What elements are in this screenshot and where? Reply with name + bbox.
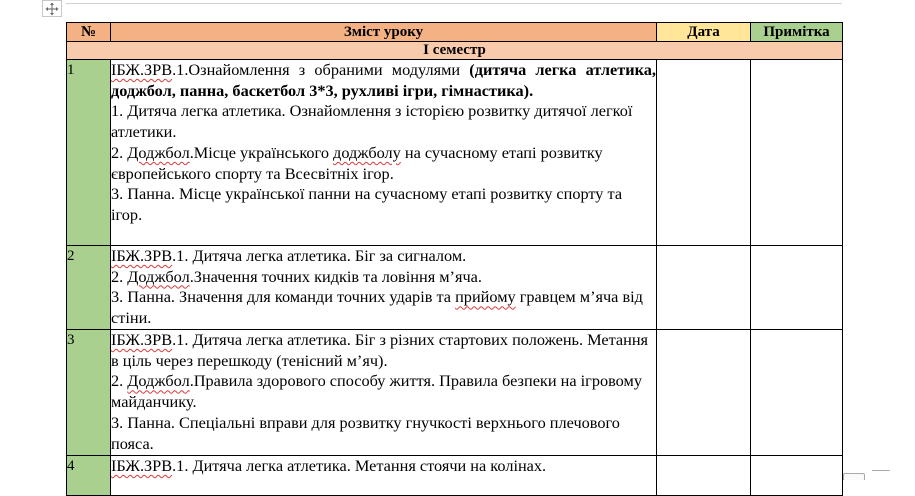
header-note: Примітка (751, 23, 843, 42)
note-cell[interactable] (751, 456, 843, 496)
spelling-flagged-word: ІБЖ.ЗРВ (111, 456, 173, 475)
lesson-item-3: 3. Панна. Місце української панни на сучасному етапі розвитку спорту та ігор. (111, 184, 623, 224)
note-cell[interactable] (751, 330, 843, 456)
item-text: .Місце українського (189, 142, 334, 162)
table-resize-handle-icon[interactable] (843, 473, 865, 480)
lesson-item-1: 1. Дитяча легка атлетика. Ознайомлення з історією розвитку дитячої легкої атлетики. (111, 101, 633, 142)
item-text: 3. Панна. Значення для команди точних ударів та (111, 287, 456, 307)
header-date: Дата (657, 23, 751, 42)
spelling-flagged-word: прийому (455, 287, 516, 307)
date-cell[interactable] (657, 330, 751, 456)
table-header-row (67, 23, 843, 42)
spelling-flagged-word: ІБЖ.ЗРВ (111, 246, 173, 265)
lesson-content-cell[interactable] (111, 330, 657, 456)
lesson-item-2 (111, 143, 656, 184)
lesson-content-cell[interactable] (111, 60, 657, 246)
semester-label: І семестр (67, 42, 843, 60)
item-prefix: 2. (111, 266, 128, 286)
lesson-plan-table (66, 22, 843, 496)
lesson-intro-text: .1. Дитяча легка атлетика. Біг з різних стартових положень. Метання в ціль через перешкоду (тенісний м’яч). (111, 330, 649, 370)
date-cell[interactable] (657, 246, 751, 330)
date-cell[interactable] (657, 456, 751, 496)
lesson-item-2 (111, 267, 656, 288)
item-text: на сучасному етапі розвитку європейського спорту та Всесвітніх ігор. (111, 142, 603, 183)
table-row (67, 246, 843, 330)
table-row (67, 60, 843, 246)
lesson-content-cell[interactable] (111, 246, 657, 330)
table-move-handle-icon[interactable] (42, 0, 62, 17)
spelling-flagged-word: Доджбол (127, 142, 190, 162)
semester-row (67, 42, 843, 60)
spelling-flagged-word: доджболу (333, 142, 401, 162)
item-text: гравцем м’яча від стіни. (111, 287, 643, 328)
spelling-flagged-word: Доджбол (127, 266, 190, 286)
lesson-intro-text: .1. Дитяча легка атлетика. Метання стоячи на колінах. (172, 456, 547, 475)
date-cell[interactable] (657, 60, 751, 246)
lesson-intro (111, 246, 656, 267)
spelling-flagged-word: ІБЖ.ЗРВ (111, 330, 173, 349)
margin-mark (872, 470, 890, 471)
previous-content-rule (66, 3, 842, 4)
lesson-item-3: 3. Панна. Спеціальні вправи для розвитку гнучкості верхнього плечового пояса. (111, 412, 620, 453)
lesson-content-cell[interactable] (111, 456, 657, 496)
lesson-intro (111, 60, 656, 101)
lesson-number: 3 (67, 330, 111, 456)
lesson-number: 4 (67, 456, 111, 496)
lesson-intro (111, 330, 656, 371)
table-row (67, 456, 843, 496)
header-lesson-content: Зміст уроку (111, 23, 657, 42)
lesson-number: 2 (67, 246, 111, 330)
lesson-intro-text: .1.Ознайомлення з обраними модулями (172, 60, 470, 79)
item-prefix: 2. (111, 371, 128, 391)
lesson-item-2 (111, 371, 656, 412)
item-text: .Правила здорового способу життя. Правила безпеки на ігровому майданчику. (111, 371, 642, 412)
spelling-flagged-word: ІБЖ.ЗРВ (111, 60, 173, 79)
header-number: № (67, 23, 111, 42)
lesson-intro (111, 456, 656, 477)
note-cell[interactable] (751, 60, 843, 246)
lesson-item-3 (111, 287, 656, 328)
note-cell[interactable] (751, 246, 843, 330)
table-row (67, 330, 843, 456)
item-prefix: 2. (111, 142, 128, 162)
lesson-modules-bold: (дитяча легка атлетика, доджбол, панна, баскетбол 3*3, рухливі ігри, гімнастика). (111, 60, 656, 100)
spelling-flagged-word: Доджбол (127, 371, 190, 391)
item-text: .Значення точних кидків та ловіння м’яча. (189, 266, 482, 286)
lesson-number: 1 (67, 60, 111, 246)
four-arrow-move-icon (45, 2, 59, 16)
lesson-intro-text: .1. Дитяча легка атлетика. Біг за сигналом. (172, 246, 467, 265)
